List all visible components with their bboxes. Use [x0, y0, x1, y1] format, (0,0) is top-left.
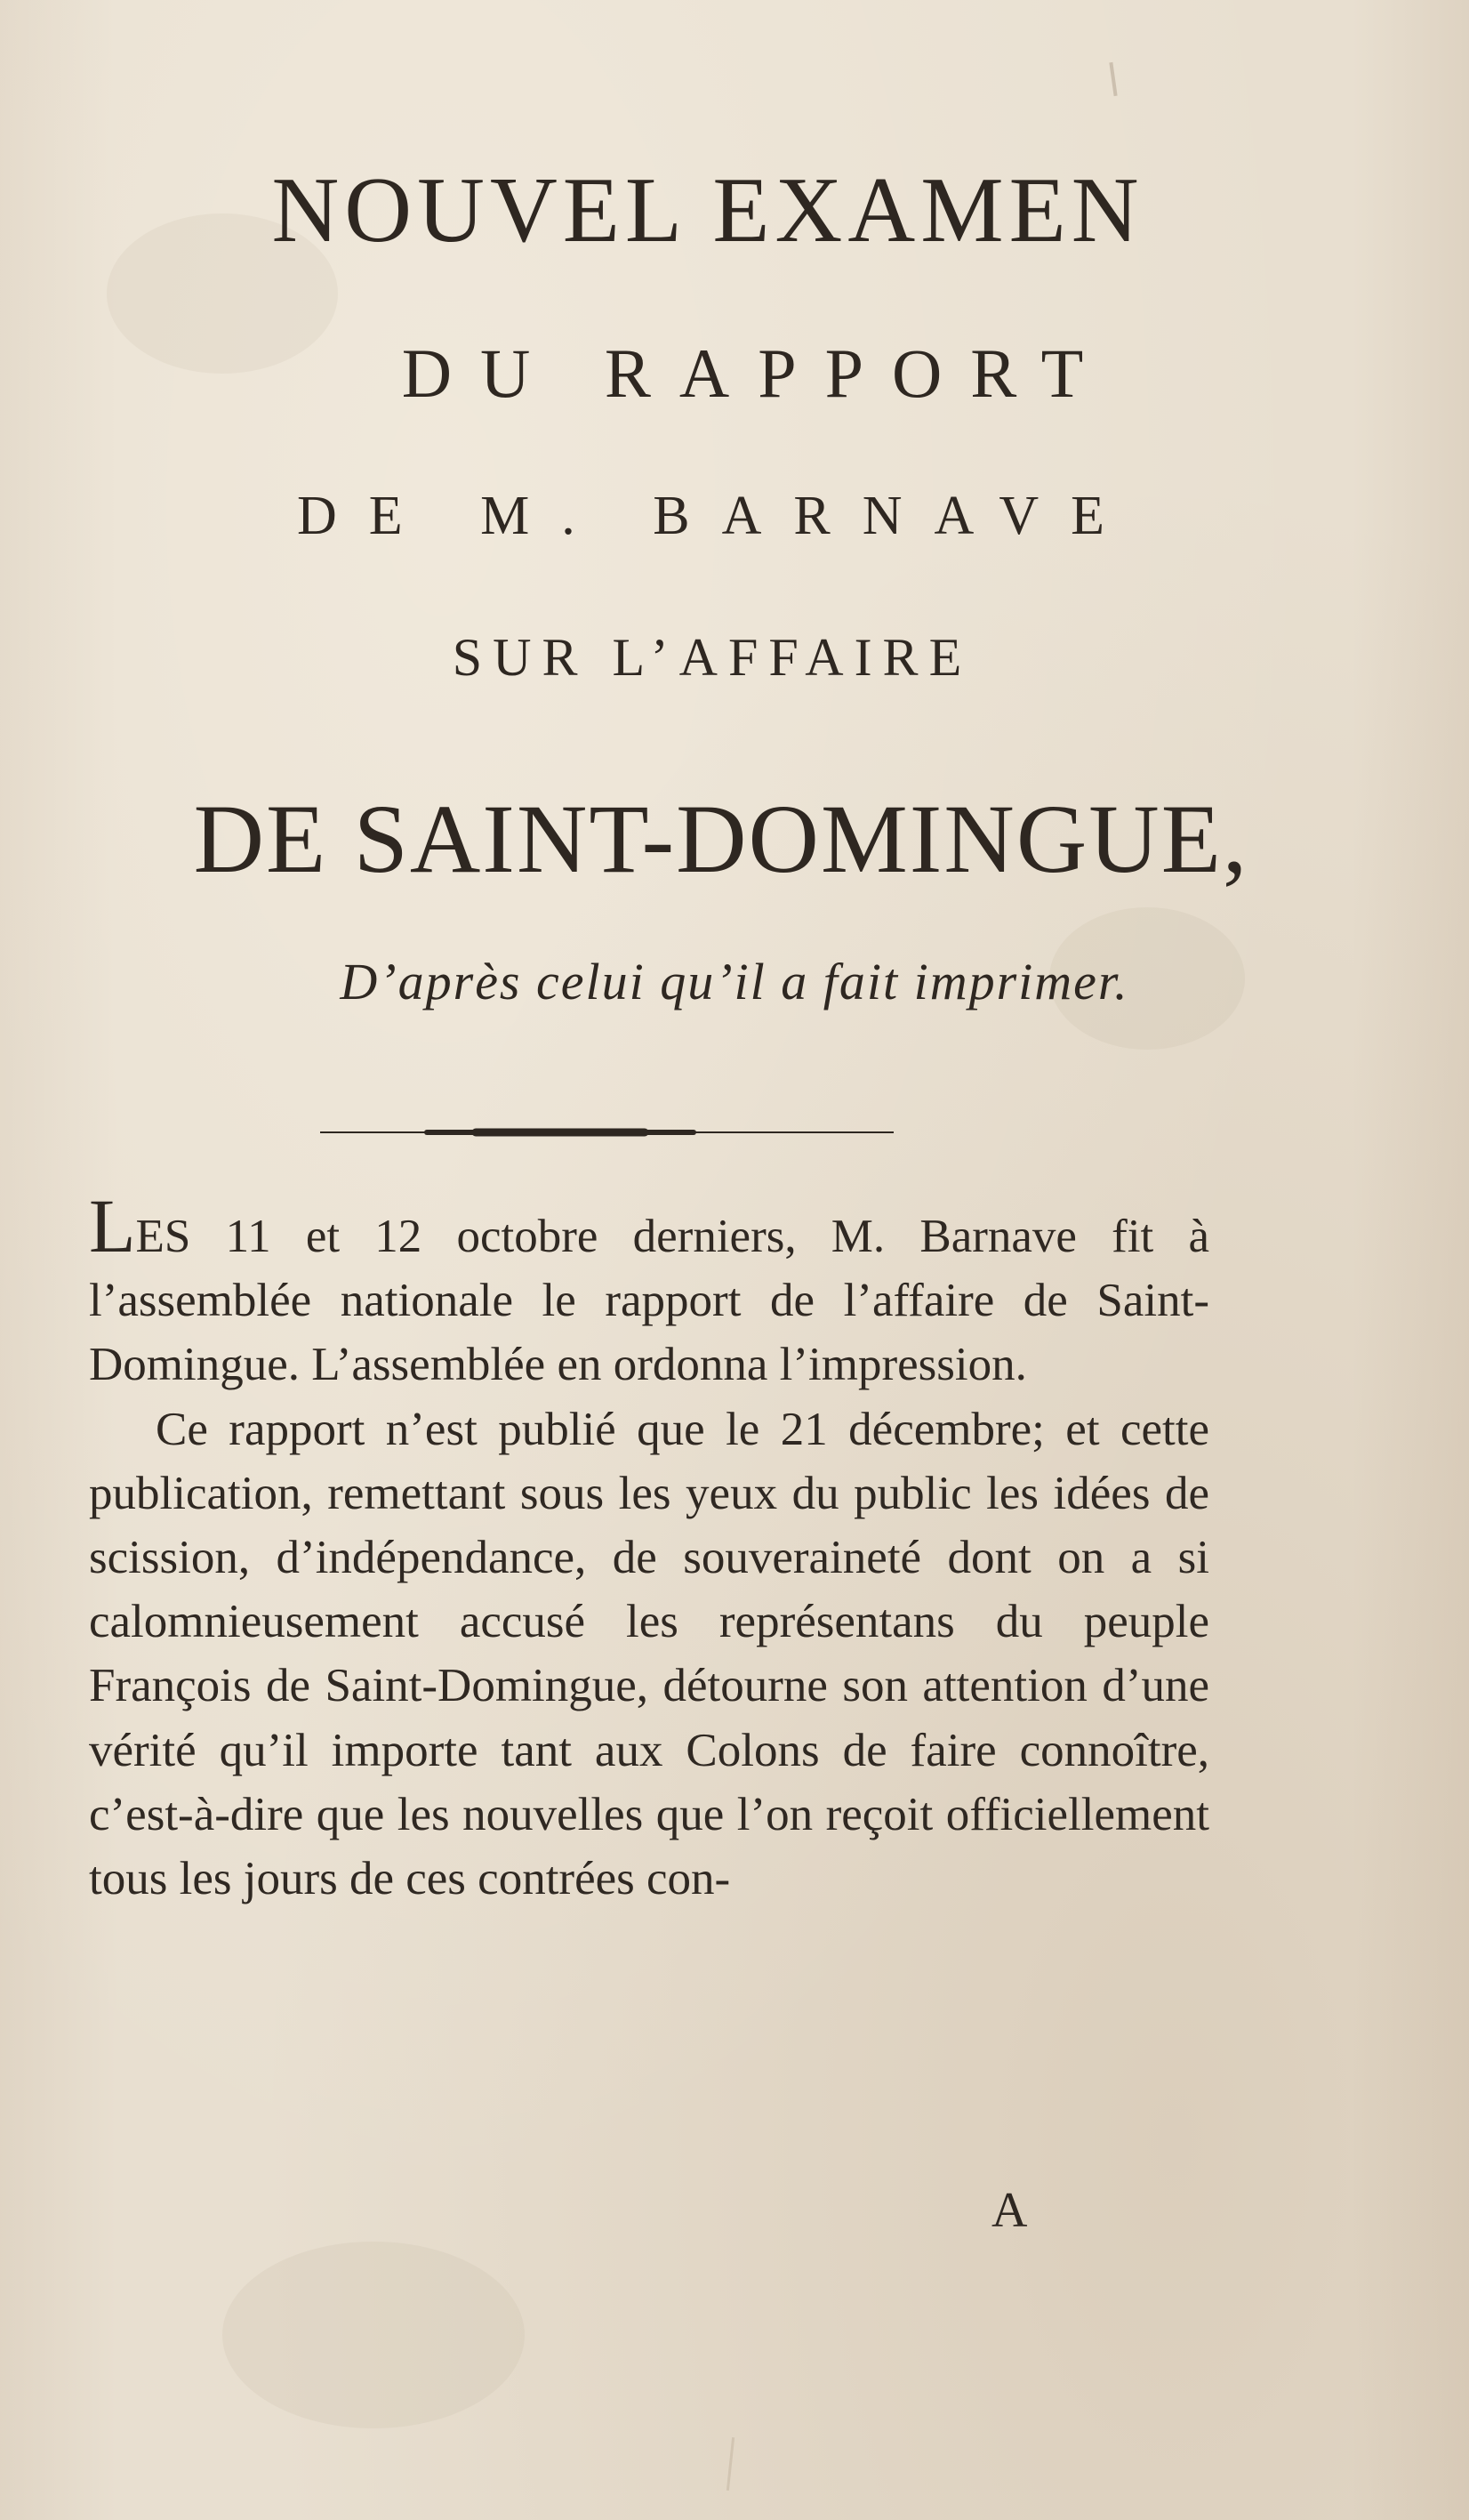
paragraph-2: Ce rapport n’est publié que le 21 décembre; et cette publication, remettant sous les yeux du public les idées de scission, d’indépendance, de souveraineté dont on a si calomnieusement accusé les représentans du peuple François de Saint-Domingue, détourne son attention d’une vérité qu’il importe tant aux Colons de faire connoître, c’est-à-dire que les nouvelles que l’on reçoit officiellement tous les jours de ces contrées con- — [89, 1403, 1209, 1905]
title-line-3: DE M. BARNAVE — [297, 486, 1136, 546]
ornament-rule — [320, 1125, 894, 1139]
title-line-2: DU RAPPORT — [401, 334, 1112, 412]
title-line-1: NOUVEL EXAMEN — [271, 157, 1144, 262]
paper-stain — [222, 2242, 525, 2428]
body-text — [89, 1183, 1209, 1911]
paper-mark — [1109, 62, 1117, 96]
title-line-5: DE SAINT-DOMINGUE, — [193, 785, 1249, 893]
paper-mark — [726, 2437, 734, 2491]
drop-cap: L — [89, 1183, 136, 1268]
signature-mark: A — [991, 2183, 1028, 2238]
paragraph-1-text: ES 11 et 12 octobre derniers, M. Barnave fit à l’assemblée nationale le rapport de l’affaire de Saint-Domingue. L’assemblée en ordonna l’impression. — [89, 1211, 1209, 1391]
title-line-4: SUR L’AFFAIRE — [452, 628, 973, 687]
paragraph-1 — [89, 1183, 1209, 1397]
subtitle: D’après celui qu’il a fait imprimer. — [340, 953, 1129, 1010]
